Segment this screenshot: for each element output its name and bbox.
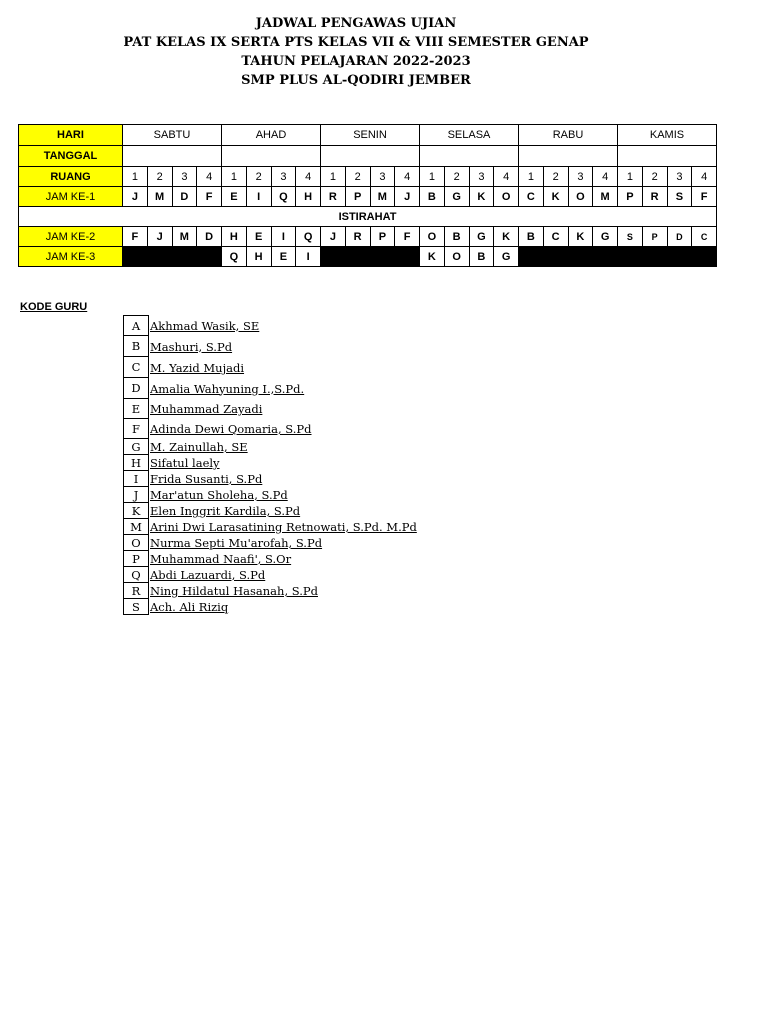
proctor-code: J [395, 187, 420, 207]
proctor-code: I [246, 187, 271, 207]
teacher-code: C [123, 357, 149, 378]
room-number: 3 [667, 167, 692, 187]
proctor-code: K [543, 187, 568, 207]
room-number: 4 [197, 167, 222, 187]
no-session-block [519, 247, 618, 267]
proctor-code: K [494, 227, 519, 247]
room-number: 1 [420, 167, 445, 187]
proctor-code: M [593, 187, 618, 207]
proctor-code: G [444, 187, 469, 207]
teacher-code: G [123, 439, 149, 455]
teacher-name: Amalia Wahyuning I.,S.Pd. [150, 381, 305, 396]
row-ruang [19, 167, 717, 187]
teacher-row [123, 455, 417, 471]
teacher-name: Adinda Dewi Qomaria, S.Pd [150, 422, 312, 436]
proctor-code: G [593, 227, 618, 247]
document-title [0, 14, 712, 90]
proctor-code: F [197, 187, 222, 207]
proctor-code: P [642, 227, 667, 247]
proctor-code: M [172, 227, 197, 247]
teacher-row [123, 551, 417, 567]
proctor-code: C [519, 187, 544, 207]
teacher-name: M. Zainullah, SE [150, 440, 248, 454]
row-jam-2 [19, 227, 717, 247]
day-header: RABU [519, 125, 618, 146]
teacher-row [123, 535, 417, 551]
day-header: AHAD [222, 125, 321, 146]
teacher-code: Q [123, 567, 149, 583]
date-cell [519, 146, 618, 167]
row-jam-3 [19, 247, 717, 267]
room-number: 1 [321, 167, 346, 187]
room-number: 4 [494, 167, 519, 187]
proctor-code: H [246, 247, 271, 267]
room-number: 4 [593, 167, 618, 187]
proctor-code: B [420, 187, 445, 207]
day-header: SENIN [321, 125, 420, 146]
proctor-code: O [444, 247, 469, 267]
teacher-name: Muhammad Zayadi [150, 402, 263, 416]
room-number: 4 [395, 167, 420, 187]
room-number: 4 [692, 167, 717, 187]
proctor-code: F [692, 187, 717, 207]
row-jam-1 [19, 187, 717, 207]
teacher-code: E [123, 399, 149, 419]
teacher-name: Ning Hildatul Hasanah, S.Pd [150, 584, 318, 598]
proctor-code: P [370, 227, 395, 247]
label-tanggal: TANGGAL [19, 146, 123, 167]
teacher-name: Nurma Septi Mu'arofah, S.Pd [150, 536, 323, 550]
kode-guru-label: KODE GURU [20, 301, 88, 313]
proctor-code: J [147, 227, 172, 247]
proctor-code: C [692, 227, 717, 247]
room-number: 1 [123, 167, 148, 187]
proctor-code: C [543, 227, 568, 247]
title-line-1: JADWAL PENGAWAS UJIAN [255, 16, 457, 31]
proctor-code: Q [271, 187, 296, 207]
proctor-code: R [642, 187, 667, 207]
row-tanggal [19, 146, 717, 167]
proctor-code: D [197, 227, 222, 247]
teacher-row [123, 519, 417, 535]
row-hari [19, 125, 717, 146]
teacher-row [123, 336, 417, 357]
room-number: 3 [568, 167, 593, 187]
proctor-code: K [420, 247, 445, 267]
label-ruang: RUANG [19, 167, 123, 187]
proctor-code: E [246, 227, 271, 247]
proctor-code: H [296, 187, 321, 207]
room-number: 1 [618, 167, 643, 187]
day-header: KAMIS [618, 125, 717, 146]
teacher-name: Elen Inggrit Kardila, S.Pd [150, 504, 301, 518]
day-header: SABTU [123, 125, 222, 146]
proctor-code: E [222, 187, 247, 207]
proctor-code: R [345, 227, 370, 247]
room-number: 3 [172, 167, 197, 187]
proctor-code: H [222, 227, 247, 247]
teacher-row [123, 399, 417, 419]
room-number: 3 [469, 167, 494, 187]
proctor-code: F [395, 227, 420, 247]
teacher-row [123, 471, 417, 487]
room-number: 1 [519, 167, 544, 187]
teacher-code: A [123, 315, 149, 336]
label-jam-3: JAM KE-3 [19, 247, 123, 267]
room-number: 1 [222, 167, 247, 187]
proctor-code: B [469, 247, 494, 267]
room-number: 2 [345, 167, 370, 187]
teacher-code: P [123, 551, 149, 567]
room-number: 2 [444, 167, 469, 187]
proctor-code: B [444, 227, 469, 247]
proctor-code: J [123, 187, 148, 207]
no-session-block [123, 247, 222, 267]
title-line-2: PAT KELAS IX SERTA PTS KELAS VII & VIII SEMESTER GENAP [123, 35, 589, 50]
teacher-code: R [123, 583, 149, 599]
teacher-name: Frida Susanti, S.Pd [150, 472, 263, 486]
room-number: 3 [271, 167, 296, 187]
date-cell [321, 146, 420, 167]
teacher-code: F [123, 419, 149, 439]
no-session-block [618, 247, 717, 267]
istirahat-label: ISTIRAHAT [19, 207, 717, 227]
label-jam-1: JAM KE-1 [19, 187, 123, 207]
teacher-name: M. Yazid Mujadi [150, 360, 245, 375]
proctor-code: S [618, 227, 643, 247]
proctor-code: K [568, 227, 593, 247]
teacher-code: O [123, 535, 149, 551]
proctor-code: P [618, 187, 643, 207]
date-cell [222, 146, 321, 167]
teacher-code: K [123, 503, 149, 519]
proctor-code: O [420, 227, 445, 247]
proctor-code: M [147, 187, 172, 207]
label-hari: HARI [19, 125, 123, 146]
proctor-code: G [494, 247, 519, 267]
proctor-code: M [370, 187, 395, 207]
proctor-code: I [296, 247, 321, 267]
teacher-name: Mashuri, S.Pd [150, 339, 233, 354]
room-number: 2 [642, 167, 667, 187]
teacher-code: D [123, 378, 149, 399]
title-line-4: SMP PLUS AL-QODIRI JEMBER [241, 73, 471, 88]
day-header: SELASA [420, 125, 519, 146]
room-number: 2 [147, 167, 172, 187]
proctor-code: Q [296, 227, 321, 247]
date-cell [420, 146, 519, 167]
teacher-row [123, 378, 417, 399]
teacher-row [123, 599, 417, 615]
teacher-code-list [123, 315, 417, 615]
no-session-block [321, 247, 420, 267]
room-number: 2 [543, 167, 568, 187]
proctor-code: K [469, 187, 494, 207]
teacher-code: M [123, 519, 149, 535]
teacher-code: B [123, 336, 149, 357]
teacher-name: Arini Dwi Larasatining Retnowati, S.Pd. M.Pd [150, 520, 417, 534]
proctor-code: O [568, 187, 593, 207]
room-number: 4 [296, 167, 321, 187]
teacher-name: Ach. Ali Riziq [150, 600, 229, 614]
proctor-code: J [321, 227, 346, 247]
proctor-code: G [469, 227, 494, 247]
teacher-row [123, 315, 417, 336]
date-cell [618, 146, 717, 167]
teacher-name: Abdi Lazuardi, S.Pd [150, 568, 266, 582]
teacher-name: Mar'atun Sholeha, S.Pd [150, 488, 288, 502]
schedule-table [18, 124, 717, 267]
proctor-code: E [271, 247, 296, 267]
proctor-code: B [519, 227, 544, 247]
teacher-code: I [123, 471, 149, 487]
teacher-name: Muhammad Naafi', S.Or [150, 552, 292, 566]
proctor-code: R [321, 187, 346, 207]
proctor-code: D [667, 227, 692, 247]
row-istirahat [19, 207, 717, 227]
teacher-row [123, 567, 417, 583]
teacher-row [123, 419, 417, 439]
room-number: 2 [246, 167, 271, 187]
proctor-code: Q [222, 247, 247, 267]
proctor-code: D [172, 187, 197, 207]
teacher-row [123, 583, 417, 599]
proctor-code: F [123, 227, 148, 247]
teacher-row [123, 503, 417, 519]
label-jam-2: JAM KE-2 [19, 227, 123, 247]
proctor-code: P [345, 187, 370, 207]
teacher-code: J [123, 487, 149, 503]
teacher-row [123, 487, 417, 503]
teacher-name: Sifatul laely [150, 456, 220, 470]
proctor-code: I [271, 227, 296, 247]
teacher-name: Akhmad Wasik, SE [150, 318, 260, 333]
proctor-code: O [494, 187, 519, 207]
teacher-code: H [123, 455, 149, 471]
teacher-code: S [123, 599, 149, 615]
title-line-3: TAHUN PELAJARAN 2022-2023 [241, 54, 471, 69]
teacher-row [123, 357, 417, 378]
room-number: 3 [370, 167, 395, 187]
proctor-code: S [667, 187, 692, 207]
teacher-row [123, 439, 417, 455]
date-cell [123, 146, 222, 167]
